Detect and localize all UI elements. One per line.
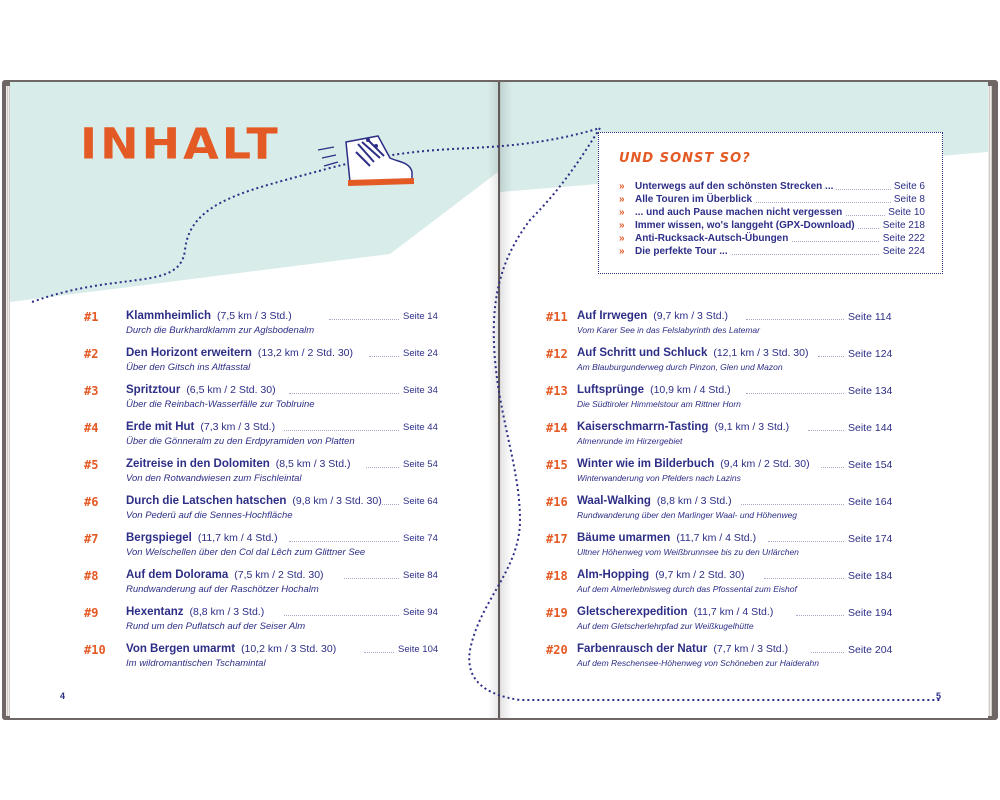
- toc-item-3[interactable]: [84, 384, 438, 418]
- tour-number: #2: [84, 347, 99, 361]
- tour-number: #6: [84, 495, 99, 509]
- tour-page: Seite 94: [403, 607, 438, 618]
- page-title: INHALT: [80, 119, 281, 169]
- tour-subtitle: Auf dem Reschensee-Höhenweg von Schöneben zur Haiderahn: [577, 658, 819, 668]
- leader-dots: [821, 467, 844, 468]
- tour-number: #4: [84, 421, 99, 435]
- chevron-right-icon: »: [619, 246, 625, 257]
- leader-dots: [366, 467, 399, 468]
- tour-distance: (6,5 km / 2 Std. 30): [186, 384, 276, 396]
- tour-page: Seite 134: [848, 385, 893, 397]
- tour-subtitle: Rundwanderung über den Marlinger Waal- und Höhenweg: [577, 510, 798, 520]
- tour-page: Seite 194: [848, 607, 893, 619]
- tour-name: Luftsprünge: [577, 384, 645, 396]
- tour-number: #14: [546, 421, 568, 435]
- tour-subtitle: Am Blauburgunderweg durch Pinzon, Glen und Mazon: [577, 362, 783, 372]
- tour-number: #5: [84, 458, 99, 472]
- tour-distance: (8,5 km / 3 Std.): [275, 458, 351, 470]
- leader-dots: [369, 356, 399, 357]
- leader-dots: [796, 615, 844, 616]
- toc-item-7[interactable]: [84, 532, 438, 566]
- toc-item-17[interactable]: [546, 532, 896, 566]
- tour-distance: (7,5 km / 2 Std. 30): [234, 569, 324, 581]
- tour-distance: (9,4 km / 2 Std. 30): [720, 458, 810, 470]
- tour-distance: (7,3 km / 3 Std.): [200, 421, 276, 433]
- tour-subtitle: Die Südtiroler Himmelstour am Rittner Horn: [577, 399, 741, 409]
- extras-item[interactable]: [619, 233, 925, 246]
- tour-name: Von Bergen umarmt: [126, 643, 236, 655]
- tour-title: [126, 347, 353, 359]
- tour-title: [577, 384, 731, 396]
- leader-dots: [811, 652, 844, 653]
- tour-page: Seite 204: [848, 644, 893, 656]
- tour-distance: (12,1 km / 3 Std. 30): [713, 347, 809, 359]
- tour-title: [577, 495, 732, 507]
- tour-page: Seite 164: [848, 496, 893, 508]
- tour-subtitle: Von den Rotwandwiesen zum Fischleintal: [126, 473, 302, 484]
- tour-distance: (10,2 km / 3 Std. 30): [241, 643, 337, 655]
- tour-distance: (13,2 km / 2 Std. 30): [257, 347, 354, 359]
- tour-subtitle: Rund um den Puflatsch auf der Seiser Alm: [126, 621, 306, 632]
- extras-item[interactable]: [619, 207, 925, 220]
- tour-distance: (8,8 km / 3 Std.): [189, 606, 265, 618]
- leader-dots: [764, 578, 844, 579]
- tour-name: Alm-Hopping: [577, 569, 650, 581]
- tour-title: [126, 569, 324, 581]
- leader-dots: [344, 578, 399, 579]
- page-number-left: 4: [60, 691, 66, 701]
- tour-title: [126, 421, 275, 433]
- tour-number: #7: [84, 532, 99, 546]
- tour-number: #12: [546, 347, 568, 361]
- tour-number: #19: [546, 606, 568, 620]
- tour-number: #18: [546, 569, 568, 583]
- tour-title: [126, 458, 350, 470]
- tour-distance: (10,9 km / 4 Std.): [650, 384, 731, 396]
- extras-title: UND SONST SO?: [619, 151, 751, 166]
- tour-subtitle: Über die Gönneralm zu den Erdpyramiden von Platten: [126, 436, 355, 447]
- tour-number: #15: [546, 458, 568, 472]
- tour-number: #16: [546, 495, 568, 509]
- tour-subtitle: Auf dem Gletscherlehrpfad zur Weißkugelhütte: [577, 621, 754, 631]
- tour-name: Auf Schritt und Schluck: [577, 347, 708, 359]
- tour-number: #1: [84, 310, 99, 324]
- tour-distance: (9,1 km / 3 Std.): [714, 421, 790, 433]
- tour-page: Seite 34: [403, 385, 438, 396]
- leader-dots: [741, 504, 844, 505]
- extras-item[interactable]: [619, 181, 925, 194]
- tour-title: [126, 643, 336, 655]
- tour-name: Auf Irrwegen: [577, 310, 648, 322]
- tour-subtitle: Rundwanderung auf der Raschötzer Hochalm: [126, 584, 319, 595]
- tour-name: Den Horizont erweitern: [126, 347, 252, 359]
- tour-distance: (9,7 km / 2 Std. 30): [655, 569, 745, 581]
- extras-item-page: Seite 218: [880, 220, 925, 231]
- chevron-right-icon: »: [619, 194, 625, 205]
- leader-dots: [746, 319, 844, 320]
- tour-name: Bäume umarmen: [577, 532, 671, 544]
- extras-item-page: Seite 224: [880, 246, 925, 257]
- tour-name: Klammheimlich: [126, 310, 211, 322]
- tour-name: Spritztour: [126, 384, 181, 396]
- tour-distance: (7,5 km / 3 Std.): [217, 310, 292, 322]
- tour-number: #13: [546, 384, 568, 398]
- extras-item-page: Seite 222: [880, 233, 925, 244]
- tour-distance: (9,7 km / 3 Std.): [653, 310, 728, 322]
- tour-title: [126, 384, 276, 396]
- leader-dots: [284, 615, 399, 616]
- tour-title: [577, 347, 808, 359]
- tour-name: Durch die Latschen hatschen: [126, 495, 287, 507]
- tour-name: Erde mit Hut: [126, 421, 195, 433]
- toc-item-15[interactable]: [546, 458, 896, 492]
- leader-dots: [768, 541, 844, 542]
- toc-item-6[interactable]: [84, 495, 438, 529]
- tour-page: Seite 174: [848, 533, 893, 545]
- tour-number: #10: [84, 643, 106, 657]
- toc-item-14[interactable]: [546, 421, 896, 455]
- leader-dots: [382, 504, 399, 505]
- tour-distance: (11,7 km / 4 Std.): [676, 532, 757, 544]
- tour-page: Seite 74: [403, 533, 438, 544]
- tour-title: [577, 421, 789, 433]
- tour-name: Gletscherexpedition: [577, 606, 688, 618]
- tour-subtitle: Ultner Höhenweg vom Weißbrunnsee bis zu den Urlärchen: [577, 547, 799, 557]
- tour-name: Farbenrausch der Natur: [577, 643, 708, 655]
- toc-item-16[interactable]: [546, 495, 896, 529]
- tour-name: Winter wie im Bilderbuch: [577, 458, 715, 470]
- extras-item-label: Anti-Rucksack-Autsch-Übungen: [635, 233, 791, 244]
- leader-dots: [808, 430, 844, 431]
- tour-page: Seite 14: [403, 311, 438, 322]
- tour-subtitle: Durch die Burkhardklamm zur Aglsbodenalm: [126, 325, 315, 336]
- tour-distance: (9,8 km / 3 Std. 30): [292, 495, 382, 507]
- tour-name: Bergspiegel: [126, 532, 192, 544]
- tour-number: #11: [546, 310, 568, 324]
- extras-item-page: Seite 6: [891, 181, 925, 192]
- toc-item-9[interactable]: [84, 606, 438, 640]
- leader-dots: [289, 541, 399, 542]
- extras-item[interactable]: [619, 220, 925, 233]
- extras-item-label: Alle Touren im Überblick: [635, 194, 755, 205]
- tour-distance: (11,7 km / 4 Std.): [197, 532, 278, 544]
- tour-page: Seite 144: [848, 422, 893, 434]
- tour-title: [126, 310, 292, 322]
- extras-item-page: Seite 8: [891, 194, 925, 205]
- extras-item[interactable]: [619, 194, 925, 207]
- toc-item-13[interactable]: [546, 384, 896, 418]
- tour-title: [126, 495, 382, 507]
- tour-name: Waal-Walking: [577, 495, 651, 507]
- tour-page: Seite 154: [848, 459, 893, 471]
- chevron-right-icon: »: [619, 233, 625, 244]
- extras-item-label: ... und auch Pause machen nicht vergessen: [635, 207, 845, 218]
- tour-distance: (11,7 km / 4 Std.): [693, 606, 774, 618]
- tour-number: #9: [84, 606, 99, 620]
- tour-page: Seite 104: [398, 644, 439, 655]
- toc-item-10[interactable]: [84, 643, 439, 677]
- tour-subtitle: Über die Reinbach-Wasserfälle zur Toblruine: [126, 399, 315, 410]
- tour-name: Kaiserschmarrn-Tasting: [577, 421, 709, 433]
- tour-title: [577, 458, 810, 470]
- leader-dots: [289, 393, 399, 394]
- tour-subtitle: Von Welschellen über den Col dal Lêch zum Glittner See: [126, 547, 366, 558]
- tour-distance: (7,7 km / 3 Std.): [713, 643, 789, 655]
- tour-name: Hexentanz: [126, 606, 184, 618]
- tour-number: #8: [84, 569, 99, 583]
- tour-subtitle: Vom Karer See in das Felslabyrinth des Latemar: [577, 325, 760, 335]
- tour-page: Seite 54: [403, 459, 438, 470]
- tour-page: Seite 24: [403, 348, 438, 359]
- leader-dots: [746, 393, 844, 394]
- tour-number: #3: [84, 384, 99, 398]
- tour-title: [126, 606, 264, 618]
- chevron-right-icon: »: [619, 181, 625, 192]
- tour-page: Seite 64: [403, 496, 438, 507]
- toc-item-20[interactable]: [546, 643, 896, 677]
- tour-subtitle: Winterwanderung von Pfelders nach Lazins: [577, 473, 741, 483]
- toc-item-2[interactable]: [84, 347, 438, 381]
- toc-item-11[interactable]: [546, 310, 896, 344]
- extras-item-label: Die perfekte Tour ...: [635, 246, 731, 257]
- tour-subtitle: Almenrunde im Hirzergebiet: [577, 436, 683, 446]
- tour-number: #20: [546, 643, 568, 657]
- tour-subtitle: Von Pederü auf die Sennes-Hochfläche: [126, 510, 293, 521]
- leader-dots: [364, 652, 394, 653]
- tour-title: [577, 569, 744, 581]
- extras-item-label: Unterwegs auf den schönsten Strecken ...: [635, 181, 836, 192]
- extras-item[interactable]: [619, 246, 925, 259]
- tour-subtitle: Auf dem Almerlebnisweg durch das Pfossental zum Eishof: [577, 584, 797, 594]
- tour-name: Zeitreise in den Dolomiten: [126, 458, 270, 470]
- toc-item-1[interactable]: [84, 310, 438, 344]
- extras-item-label: Immer wissen, wo's langgeht (GPX-Download): [635, 220, 858, 231]
- extras-box: [598, 132, 943, 274]
- leader-dots: [818, 356, 844, 357]
- toc-item-19[interactable]: [546, 606, 896, 640]
- toc-item-12[interactable]: [546, 347, 896, 381]
- tour-title: [126, 532, 278, 544]
- tour-page: Seite 84: [403, 570, 438, 581]
- chevron-right-icon: »: [619, 207, 625, 218]
- tour-title: [577, 643, 788, 655]
- tour-page: Seite 44: [403, 422, 438, 433]
- tour-number: #17: [546, 532, 568, 546]
- tour-subtitle: Im wildromantischen Tschamintal: [126, 658, 266, 669]
- tour-subtitle: Über den Gitsch ins Altfasstal: [126, 362, 251, 373]
- tour-distance: (8,8 km / 3 Std.): [656, 495, 732, 507]
- toc-item-4[interactable]: [84, 421, 438, 455]
- toc-item-8[interactable]: [84, 569, 438, 603]
- extras-item-page: Seite 10: [885, 207, 925, 218]
- tour-title: [577, 532, 756, 544]
- tour-page: Seite 124: [848, 348, 893, 360]
- page-number-right: 5: [936, 691, 942, 701]
- tour-name: Auf dem Dolorama: [126, 569, 229, 581]
- chevron-right-icon: »: [619, 220, 625, 231]
- tour-title: [577, 606, 773, 618]
- tour-title: [577, 310, 728, 322]
- leader-dots: [329, 319, 399, 320]
- toc-item-5[interactable]: [84, 458, 438, 492]
- toc-item-18[interactable]: [546, 569, 896, 603]
- tour-page: Seite 114: [848, 311, 892, 323]
- tour-page: Seite 184: [848, 570, 893, 582]
- leader-dots: [284, 430, 399, 431]
